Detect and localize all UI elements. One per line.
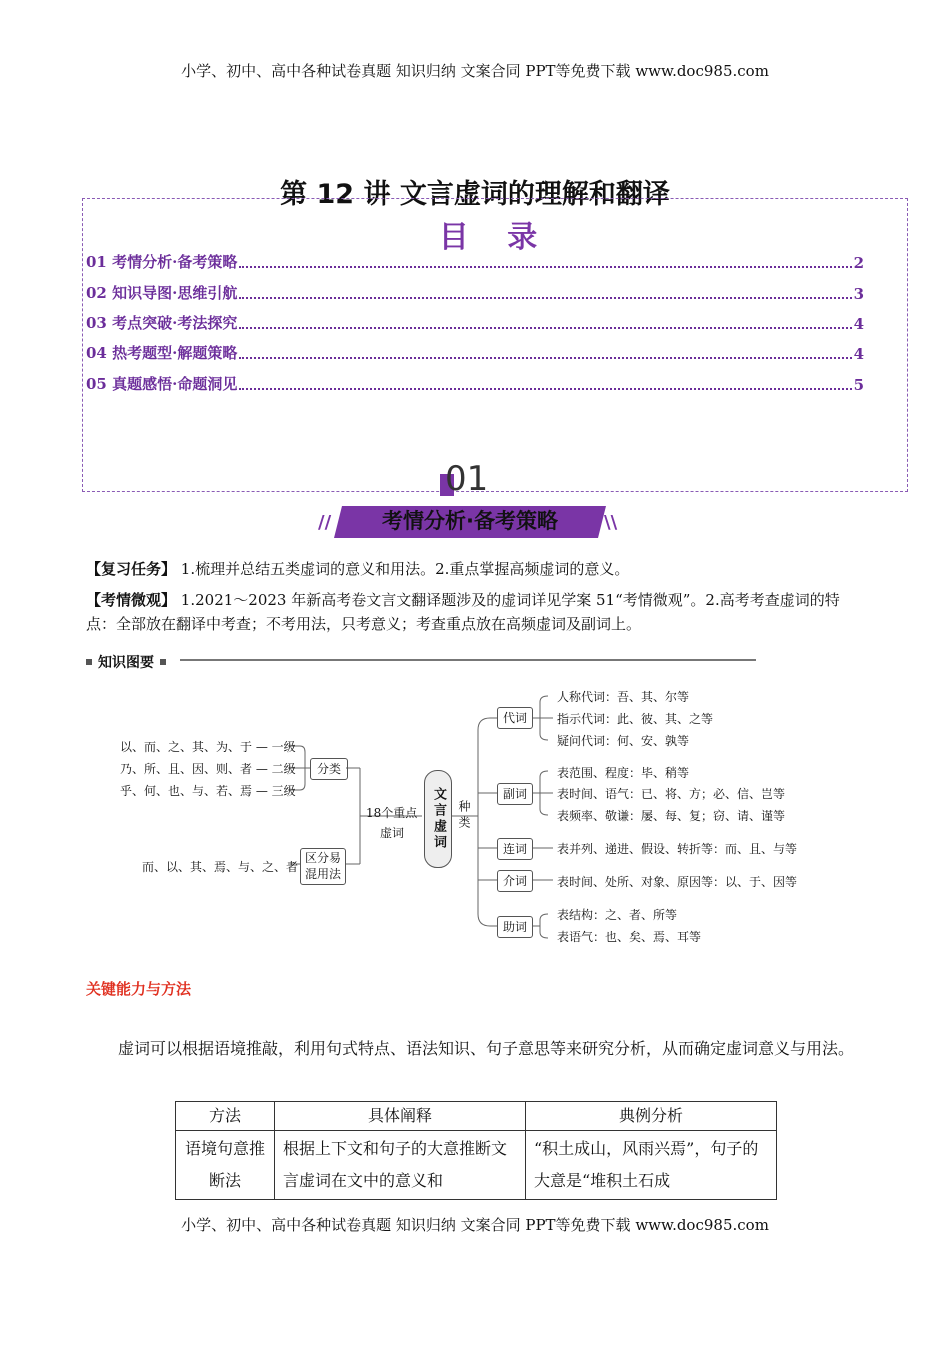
node-adverb: 副词	[497, 783, 533, 805]
page-footer: 小学、初中、高中各种试卷真题 知识归纳 文案合同 PPT等免费下载 www.doc985.com	[181, 1216, 769, 1234]
exam-text: 1.2021～2023 年新高考卷文言文翻译题涉及的虚词详见学案 51“考情微观”。2.高考考查虚词的特点：全部放在翻译中考查；不考用法，只考意义；考查重点放在高频虚词及副词上。	[86, 591, 840, 633]
banner-slash-right: \\	[604, 512, 618, 533]
preposition-item: 表时间、处所、对象、原因等：以、于、因等	[557, 875, 798, 889]
page-header: 小学、初中、高中各种试卷真题 知识归纳 文案合同 PPT等免费下载 www.doc985.com	[181, 62, 769, 80]
document-title: 第 12 讲 文言虚词的理解和翻译	[280, 179, 670, 210]
toc-item[interactable]	[86, 282, 864, 303]
toc-item[interactable]	[86, 342, 864, 363]
square-bullet-icon	[86, 659, 92, 665]
mindmap-lines	[0, 680, 950, 950]
toc-item-page: 5	[853, 376, 864, 394]
review-tag: 【复习任务】	[86, 560, 177, 578]
review-text: 1.梳理并总结五类虚词的意义和用法。2.重点掌握高频虚词的意义。	[180, 560, 630, 578]
toc-item-label: 04 热考题型·解题策略	[86, 344, 238, 362]
level-1-words: 以、而、之、其、为、于 — 一级	[120, 740, 296, 754]
section-title: 考情分析·备考策略	[382, 509, 558, 533]
section-number: 01	[445, 459, 489, 499]
node-pronoun: 代词	[497, 707, 533, 729]
toc-leader	[239, 388, 851, 390]
table-header: 方法	[176, 1102, 275, 1131]
adverb-item: 表时间、语气：已、将、方；必、信、岂等	[557, 787, 786, 801]
toc-item-label: 05 真题感悟·命题洞见	[86, 375, 238, 393]
kinds-label: 种类	[457, 800, 471, 832]
toc-title: 目 录	[438, 220, 552, 255]
level-3-words: 乎、何、也、与、若、焉 — 三级	[120, 784, 296, 798]
toc-item-page: 4	[853, 345, 864, 363]
table-cell: 根据上下文和句子的大意推断文言虚词在文中的意义和	[275, 1131, 526, 1200]
pronoun-item: 指示代词：此、彼、其、之等	[557, 712, 714, 726]
pronoun-item: 疑问代词：何、安、孰等	[557, 734, 690, 748]
key-ability-heading: 关键能力与方法	[86, 980, 192, 998]
exam-tag: 【考情微观】	[86, 591, 177, 609]
conjunction-item: 表并列、递进、假设、转折等：而、且、与等	[557, 842, 798, 856]
toc-item[interactable]	[86, 312, 864, 333]
toc-leader	[239, 297, 851, 299]
level-2-words: 乃、所、且、因、则、者 — 二级	[120, 762, 296, 776]
confuse-node: 区分易 混用法	[300, 848, 346, 885]
toc-leader	[239, 266, 851, 268]
toc-item-label: 01 考情分析·备考策略	[86, 253, 238, 271]
square-bullet-icon	[160, 659, 166, 665]
adverb-item: 表频率、敬谦：屡、每、复；窃、请、谨等	[557, 809, 786, 823]
toc-leader	[239, 327, 851, 329]
key-words-label-1: 18个重点	[366, 806, 418, 820]
adverb-item: 表范围、程度：毕、稍等	[557, 766, 690, 780]
toc-item-label: 03 考点突破·考法探究	[86, 314, 238, 332]
table-cell: “积土成山，风雨兴焉”，句子的大意是“堆积土石成	[526, 1131, 777, 1200]
table-cell: 语境句意推断法	[176, 1131, 275, 1200]
exam-paragraph	[86, 588, 866, 636]
toc-item[interactable]	[86, 251, 864, 272]
knowledge-heading: 知识图要	[86, 652, 172, 672]
toc-item-page: 4	[853, 315, 864, 333]
table-header-row	[176, 1102, 777, 1131]
pronoun-item: 人称代词：吾、其、尔等	[557, 690, 690, 704]
toc-item[interactable]	[86, 373, 864, 394]
toc-item-page: 3	[853, 285, 864, 303]
table-header: 典例分析	[526, 1102, 777, 1131]
table-row	[176, 1131, 777, 1200]
node-preposition: 介词	[497, 870, 533, 892]
classify-node: 分类	[310, 758, 348, 780]
table-header: 具体阐释	[275, 1102, 526, 1131]
method-table	[175, 1101, 777, 1200]
heading-rule	[180, 659, 756, 661]
toc-item-label: 02 知识导图·思维引航	[86, 284, 238, 302]
node-particle: 助词	[497, 916, 533, 938]
toc-leader	[239, 357, 851, 359]
review-paragraph	[86, 557, 866, 581]
particle-item: 表语气：也、矣、焉、耳等	[557, 930, 702, 944]
banner-slash-left: //	[318, 512, 332, 533]
center-node: 文言虚词	[424, 770, 452, 868]
particle-item: 表结构：之、者、所等	[557, 908, 678, 922]
key-words-label-2: 虚词	[380, 826, 405, 840]
confuse-words: 而、以、其、焉、与、之、者	[142, 860, 299, 874]
node-conjunction: 连词	[497, 838, 533, 860]
body-paragraph: 虚词可以根据语境推敲，利用句式特点、语法知识、句子意思等来研究分析，从而确定虚词意义与用法。	[118, 1039, 855, 1058]
toc-item-page: 2	[853, 254, 864, 272]
